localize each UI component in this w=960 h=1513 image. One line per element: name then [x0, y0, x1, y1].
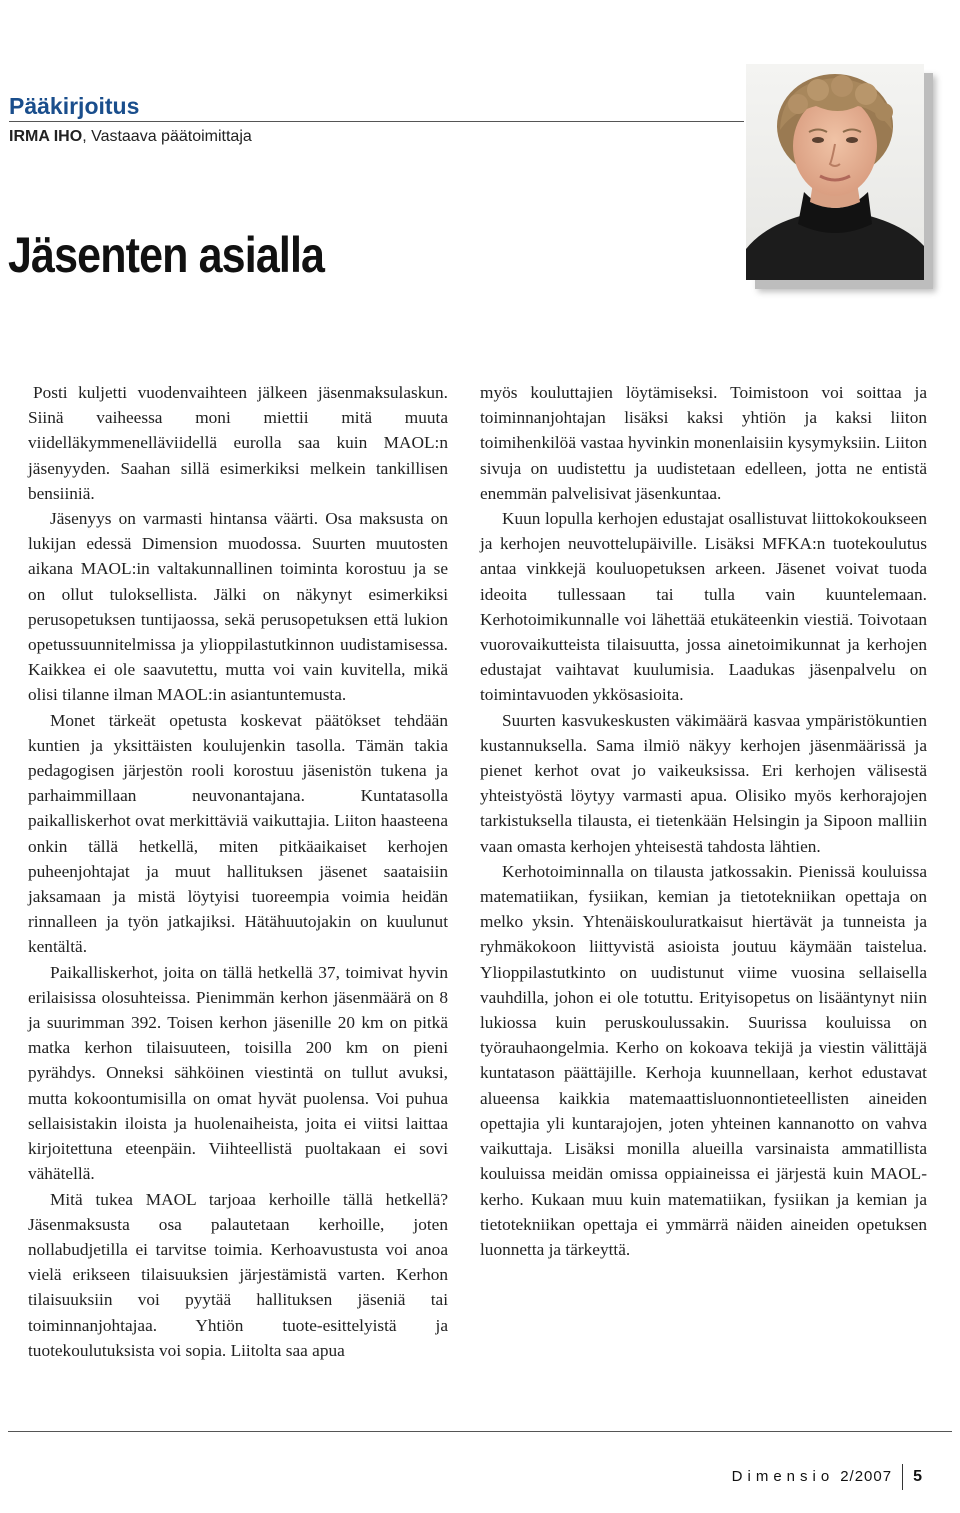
author-portrait-illustration: [746, 64, 924, 280]
author-photo: [746, 64, 924, 280]
article-title: Jäsenten asialla: [8, 227, 325, 283]
footer-separator: [902, 1464, 903, 1490]
paragraph: Mitä tukea MAOL tarjoaa kerhoille tällä hetkellä? Jäsenmaksusta osa palautetaan kerhoille, joten nollabudjetilla ei tarvitse toimia. Kerhoavustusta voi anoa vielä erikseen tilaisuuksien järjestämistä varten. Kerhon tilaisuuksiin voi pyytää hallituksen jäseniä tai toiminnanjohtajaa. Yhtiön tuote-esittelyistä ja tuotekoulutuksista voi sopia. Liitolta saa apua: [28, 1189, 448, 1360]
header-divider: [9, 121, 744, 122]
paragraph: Kerhotoiminnalla on tilausta jatkossakin. Pienissä kouluissa matematiikan, fysiikan, kemian ja tietotekniikan opettaja on melko yksin. Yhtenäiskouluratkaisut hiertävät ja tunneista ja ryhmäkokoon liittyvistä asioista joutuu käymään taistelua. Ylioppilastutkinto on uudistunut viime vuosina sellaisella vauhdilla, johon ei ole totuttu. Erityisopetus on lisääntynyt niin lukiossa kuin peruskoulussakin. Suurissa kouluissa on työrauhaongelmia. Kerho on kokoava tekijä ja viestin välittäjä kuntatason päättäjille. Kerhoja kuunnellaan, kerhot edustavat alueensa kaikkia matemaattisluonnontieteellisten aineiden opettajia yli kuntarajojen, joten yhteinen kannanotto on vahva vaikuttaja. Lisäksi monilla alueilla varsinaista ammatillista kouluissa meidän omissa oppiaineissa ei järjestä kuin MAOL-kerho. Kukaan muu kuin matematiikan, fysiikan ja kemian ja tietotekniikan opettaja ei ymmärrä näiden aineiden opetuksen luonnetta ja tärkeyttä.: [480, 861, 927, 1259]
author-name: IRMA IHO: [9, 128, 83, 145]
paragraph: Kuun lopulla kerhojen edustajat osallistuvat liittokokoukseen ja kerhojen neuvottelupäiville. Lisäksi MFKA:n tuotekoulutus antaa vinkkejä kouluopetuksen arkeen. Jäsenet voivat tuoda ideoita tullessaan tai tulla vain kuuntelemaan. Kerhotoimikunnalle voi lähettää etukäteenkin viestiä. Toivotaan vuorovaikutteista tilaisuutta, jossa ainetoimikunnat ja kerhojen edustajat vaihtavat kuulumisia. Laadukas jäsenpalvelu on toimintavuoden ykkösasioita.: [480, 509, 927, 705]
paragraph: Posti kuljetti vuodenvaihteen jälkeen jäsenmaksulaskun. Siinä vaiheessa moni miettii mitä muuta viidelläkymmenelläviidellä eurolla saa kuin MAOL:n jäsenyyden. Saahan sillä esimerkiksi melkein tankillisen bensiiniä.: [28, 383, 448, 503]
article-column-left: [28, 380, 448, 1363]
page-footer: [732, 1464, 922, 1490]
paragraph: Monet tärkeät opetusta koskevat päätökset tehdään kuntien ja yksittäisten koulujenkin tasolla. Tämän takia pedagogisen järjestön rooli korostuu jäsenistön tukena ja parhaimmillaan neuvonantajana. Kuntatasolla paikalliskerhot ovat merkittäviä vaikuttajia. Liiton haasteena onkin tällä hetkellä, miten pitkäaikaiset kerhojen puheenjohtajat ja muut hallituksen jäsenet saataisiin jaksamaan ja mistä löytyisi tuoreempia voimia heidän rinnalleen ja työn jatkajiksi. Hätähuutojakin on kuulunut kentältä.: [28, 710, 448, 957]
footer-divider: [8, 1431, 952, 1432]
paragraph: myös kouluttajien löytämiseksi. Toimistoon voi soittaa ja toiminnanjohtajan lisäksi kaksi yhtiön ja kaksi liiton toimihenkilöä vastaa hyvinkin monenlaisiin kysymyksiin. Liiton sivuja on uudistettu ja uudistetaan edelleen, jotta ne entistä enemmän palvelisivat jäsenkuntaa.: [480, 383, 927, 503]
paragraph: Paikalliskerhot, joita on tällä hetkellä 37, toimivat hyvin erilaisissa olosuhteissa. Pienimmän kerhon jäsenmäärä on 8 ja suurimman 392. Toisen kerhon jäsenille 20 km on pitkä matka kerhon tilaisuuteen, toisilla 200 km on pieni pyrähdys. Onneksi sähköinen viestintä on tullut avuksi, mutta kokoontumisilla on omat hyvät puolensa. Voi puhua sellaisistakin iloista ja huolenaiheista, joita ei viitsi laittaa kirjoitettuna eteenpäin. Viihteellistä puoltakaan ei sovi vähätellä.: [28, 962, 448, 1184]
byline: [9, 127, 252, 147]
paragraph: Suurten kasvukeskusten väkimäärä kasvaa ympäristökuntien kustannuksella. Sama ilmiö näkyy kerhojen jäsenmäärissä ja pienet kerhot ovat jo vaikeuksissa. Eri kerhojen välisestä yhteistyöstä löytyy varmasti apua. Olisiko myös kerhorajojen tarkistuksella tilausta, ei tietenkään Helsingin ja Sipoon malliin vaan omasta kerhojen yhteisestä tahdosta lähtien.: [480, 710, 927, 856]
section-label: Pääkirjoitus: [9, 93, 140, 119]
issue-number: 2/2007: [840, 1468, 893, 1485]
author-role: , Vastaava päätoimittaja: [82, 128, 252, 145]
article-column-right: [480, 380, 927, 1262]
page-number: 5: [913, 1468, 922, 1485]
magazine-name: Dimensio: [731, 1468, 835, 1485]
paragraph: Jäsenyys on varmasti hintansa väärti. Osa maksusta on lukijan edessä Dimension muodossa. Suurten muutosten aikana MAOL:in valtakunnallinen toiminta korostuu ja se on ollut tuloksellista. Jälki on näkynyt esimerkiksi perusopetuksen tuntijaossa, sekä perusopetuksen että lukion opetussuunnitelmissa ja ylioppilastutkinnon uudistamisessa. Kaikkea ei ole saavutettu, mutta voi vain kuvitella, mikä olisi tilanne ilman MAOL:in asiantuntemusta.: [28, 509, 448, 705]
